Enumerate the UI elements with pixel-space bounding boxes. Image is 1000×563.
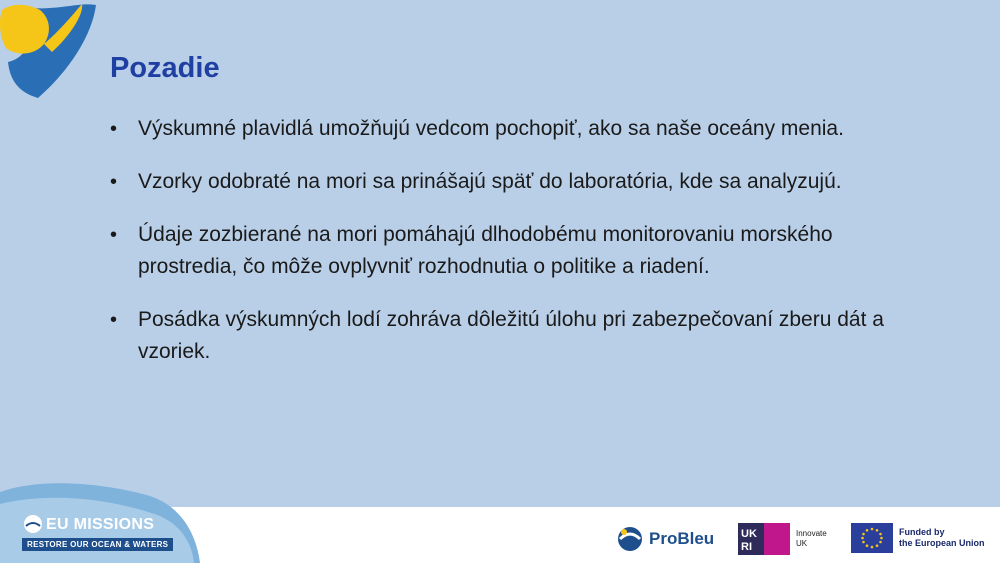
ukri-logo-icon — [738, 523, 790, 555]
innovate-uk-logo — [738, 523, 838, 555]
bullet-dot-icon: • — [110, 224, 118, 246]
bullet-dot-icon: • — [110, 309, 118, 331]
eu-funded-line1: Funded by — [899, 527, 945, 537]
svg-text:UK: UK — [741, 528, 757, 540]
eu-missions-label: EU MISSIONS — [46, 516, 155, 533]
bullet-text: Vzorky odobraté na mori sa prinášajú späť do laboratória, kde sa analyzujú. — [138, 170, 842, 193]
probleu-label: ProBleu — [649, 529, 715, 548]
innovate-line1: Innovate — [796, 529, 827, 538]
slide-title: Pozadie — [110, 52, 220, 84]
innovate-uk-label — [796, 529, 838, 549]
bullet-text: Výskumné plavidlá umožňujú vedcom pochopiť, ako sa naše oceány menia. — [138, 117, 844, 140]
probleu-logo — [615, 524, 714, 554]
bullet-dot-icon: • — [110, 171, 118, 193]
eu-flag-icon — [851, 523, 893, 553]
svg-text:RI: RI — [741, 541, 752, 553]
eu-missions-sublabel: RESTORE OUR OCEAN & WATERS — [22, 538, 173, 551]
corner-logo-icon — [0, 0, 100, 100]
bullet-item — [108, 166, 888, 198]
bullet-item — [108, 304, 888, 368]
eu-funded-line2: the European Union — [899, 538, 985, 548]
probleu-logo-icon — [615, 524, 645, 554]
eu-funded-label — [899, 527, 999, 549]
bullet-text: Údaje zozbierané na mori pomáhajú dlhodobému monitorovaniu morského prostredia, čo môže ovplyvniť rozhodnutia o politike a riadení. — [138, 223, 833, 278]
bullet-item — [108, 113, 888, 145]
innovate-line2: UK — [796, 539, 808, 548]
eu-funded-logo — [851, 523, 999, 553]
bullet-text: Posádka výskumných lodí zohráva dôležitú úlohu pri zabezpečovaní zberu dát a vzoriek. — [138, 308, 884, 363]
bullet-dot-icon: • — [110, 118, 118, 140]
bullet-list — [108, 113, 888, 389]
bullet-item — [108, 219, 888, 283]
